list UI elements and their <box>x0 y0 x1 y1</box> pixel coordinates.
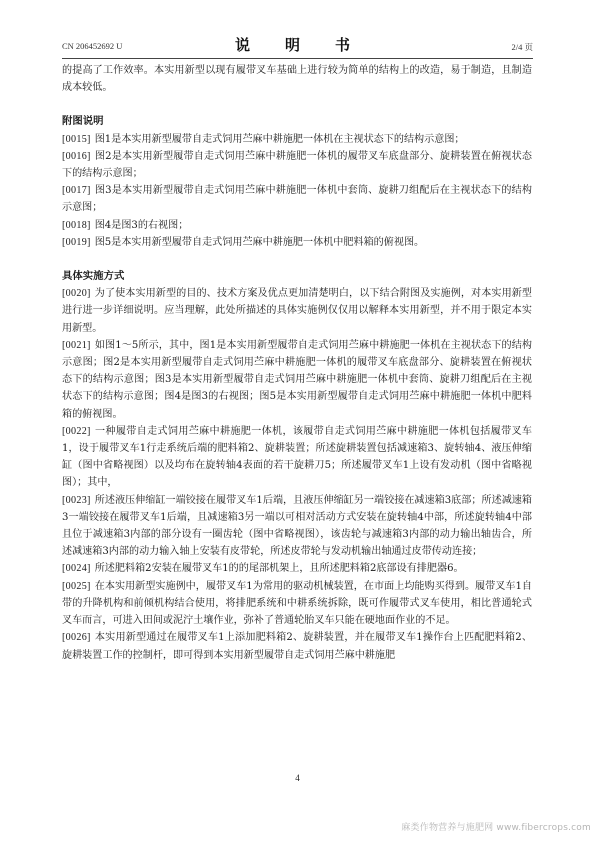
figure-paragraph <box>62 234 532 251</box>
page-header <box>62 34 533 56</box>
page-number: 4 <box>295 773 300 783</box>
embodiment-paragraph <box>62 423 532 492</box>
patent-number: CN 206452692 U <box>62 41 123 51</box>
paragraph-text: 所述肥料箱2安装在履带叉车1的的尾部机架上，且所述肥料箱2底部设有排肥器6。 <box>94 563 464 575</box>
paragraph-text: 在本实用新型实施例中，履带叉车1为常用的驱动机械装置，在市面上均能购买得到。履带叉车1自带的升降机构和前倾机构结合使用，将排肥系统和中耕系统拆除，既可作履带式叉车使用，相比普通轮式叉车而言，可进入田间或泥泞土壤作业，弥补了普通轮胎叉车只能在硬地面作业的不足。 <box>62 580 532 627</box>
embodiments-list <box>62 285 532 663</box>
paragraph-number: [0024] <box>62 563 91 575</box>
paragraph-number: [0021] <box>62 339 91 351</box>
embodiment-paragraph <box>62 578 532 630</box>
embodiment-paragraph <box>62 629 532 663</box>
paragraph-text: 一种履带自走式饲用苎麻中耕施肥一体机，该履带自走式饲用苎麻中耕施肥一体机包括履带叉车1，设于履带叉车1行走系统后端的肥料箱2、旋耕装置；所述旋耕装置包括减速箱3、旋转轴4、液压伸缩缸（图中省略视图）以及均布在旋转轴4表面的若干旋耕刀5；所述履带叉车1上设有发动机（图中省略视图）；其中， <box>62 425 532 489</box>
figure-paragraph <box>62 148 532 182</box>
paragraph-number: [0022] <box>62 425 91 437</box>
paragraph-number: [0016] <box>62 150 91 162</box>
site-watermark: 麻类作物营养与施肥网 www.fibercrops.com <box>401 823 591 833</box>
embodiment-paragraph <box>62 285 532 337</box>
figure-paragraph <box>62 131 532 148</box>
paragraph-text: 为了使本实用新型的目的、技术方案及优点更加清楚明白，以下结合附图及实施例，对本实用新型进行进一步详细说明。应当理解，此处所描述的具体实施例仅仅用以解释本实用新型，并不用于限定本实用新型。 <box>62 288 532 334</box>
embodiment-paragraph <box>62 560 532 577</box>
document-body <box>62 62 532 664</box>
paragraph-number: [0019] <box>62 236 91 248</box>
embodiment-paragraph <box>62 492 532 561</box>
figure-paragraph <box>62 182 532 216</box>
paragraph-text: 如图1～5所示，其中，图1是本实用新型履带自走式饲用苎麻中耕施肥一体机在主视状态下的结构示意图；图2是本实用新型履带自走式饲用苎麻中耕施肥一体机的履带叉车底盘部分、旋耕装置在俯视状态下的结构示意图；图3是本实用新型履带自走式饲用苎麻中耕施肥一体机中套筒、旋耕刀组配后在主视状态下的结构示意图；图4是图3的右视图；图5是本实用新型履带自走式饲用苎麻中耕施肥一体机中肥料箱的俯视图。 <box>62 339 532 420</box>
paragraph-number: [0025] <box>62 580 91 592</box>
figures-list <box>62 131 532 251</box>
paragraph-text: 图5是本实用新型履带自走式饲用苎麻中耕施肥一体机中肥料箱的俯视图。 <box>94 236 425 248</box>
paragraph-text: 所述液压伸缩缸一端铰接在履带叉车1后端，且液压伸缩缸另一端铰接在减速箱3底部；所述减速箱3一端铰接在履带叉车1后端，且减速箱3另一端以可相对活动方式安装在旋转轴4中部，所述旋转轴4中部且位于减速箱3内部的部分设有一圈齿轮（图中省略视图），该齿轮与减速箱3内部的动力输出轴齿合，所述减速箱3内部的动力输入轴上安装有皮带轮，所述皮带轮与发动机输出轴通过皮带传动连接； <box>62 494 532 558</box>
page-indicator: 2/4 页 <box>511 42 533 52</box>
paragraph-number: [0026] <box>62 632 91 644</box>
paragraph-text: 图4是图3的右视图； <box>94 219 189 231</box>
paragraph-number: [0023] <box>62 494 91 506</box>
document-title: 说 明 书 <box>234 36 360 54</box>
paragraph-number: [0017] <box>62 185 91 197</box>
paragraph-number: [0015] <box>62 133 91 145</box>
paragraph-number: [0020] <box>62 288 91 300</box>
section-heading-embodiments: 具体实施方式 <box>62 270 125 283</box>
section-heading-figures: 附图说明 <box>62 115 104 128</box>
embodiment-paragraph <box>62 337 532 423</box>
paragraph-text: 图2是本实用新型履带自走式饲用苎麻中耕施肥一体机的履带叉车底盘部分、旋耕装置在俯视状态下的结构示意图； <box>62 150 532 180</box>
header-divider <box>62 58 533 59</box>
intro-paragraph: 的提高了工作效率。本实用新型以现有履带叉车基础上进行较为简单的结构上的改造，易于制造，且制造成本较低。 <box>62 65 532 94</box>
paragraph-text: 图1是本实用新型履带自走式饲用苎麻中耕施肥一体机在主视状态下的结构示意图； <box>94 133 465 145</box>
paragraph-number: [0018] <box>62 219 91 231</box>
figure-paragraph <box>62 217 532 234</box>
paragraph-text: 图3是本实用新型履带自走式饲用苎麻中耕施肥一体机中套筒、旋耕刀组配后在主视状态下的结构示意图； <box>62 185 532 214</box>
paragraph-text: 本实用新型通过在履带叉车1上添加肥料箱2、旋耕装置，并在履带叉车1操作台上匹配肥料箱2、旋耕装置工作的控制杆，即可得到本实用新型履带自走式饲用苎麻中耕施肥 <box>62 632 532 661</box>
